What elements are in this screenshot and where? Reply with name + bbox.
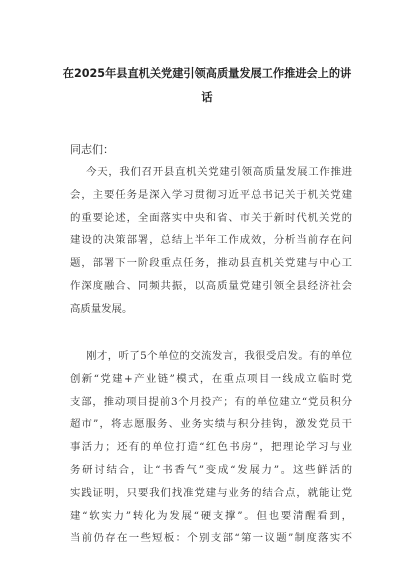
text-line: 务研讨结合，让“书香气”变成“发展力”。这些鲜活的 [70, 463, 352, 476]
text-line: 刚才，听了5个单位的交流发言，我很受启发。有的单位 [86, 350, 352, 362]
text-line: 的重要论述，全面落实中央和省、市关于新时代机关党的 [70, 211, 352, 224]
text-line: 当前仍存在一些短板：个别支部“第一议题”制度落实不 [70, 532, 352, 545]
text-line: 题，部署下一阶段重点任务，推动县直机关党建与中心工 [70, 257, 352, 270]
text-line: 作深度融合、同频共振，以高质量党建引领全县经济社会 [70, 279, 352, 292]
title-line: 话 [201, 91, 213, 104]
text-line: 超市”，将志愿服务、业务实绩与积分挂钩，激发党员干 [70, 418, 352, 431]
paragraph-intro [70, 161, 352, 321]
text-line: 创新“党建+产业链”模式，在重点项目一线成立临时党 [70, 372, 352, 385]
paragraph-feedback [70, 345, 352, 550]
text-line: 支部，推动项目提前3个月投产；有的单位建立“党员积分 [70, 395, 352, 408]
document-title [58, 62, 356, 110]
text-line: 建“软实力”转化为发展“硬支撑”。但也要清醒看到， [70, 509, 352, 522]
text-line: 会，主要任务是深入学习贯彻习近平总书记关于机关党建 [70, 188, 352, 201]
text-line: 高质量发展。 [70, 302, 133, 315]
text-line: 实践证明，只要我们找准党建与业务的结合点，就能让党 [70, 486, 352, 499]
text-line: 建设的决策部署，总结上半年工作成效，分析当前存在问 [70, 234, 352, 247]
text-line: 今天，我们召开县直机关党建引领高质量发展工作推进 [86, 166, 352, 178]
salutation: 同志们： [70, 143, 114, 156]
text-line: 事活力；还有的单位打造“红色书房”，把理论学习与业 [70, 441, 352, 454]
title-line: 在2025年县直机关党建引领高质量发展工作推进会上的讲 [62, 67, 352, 80]
